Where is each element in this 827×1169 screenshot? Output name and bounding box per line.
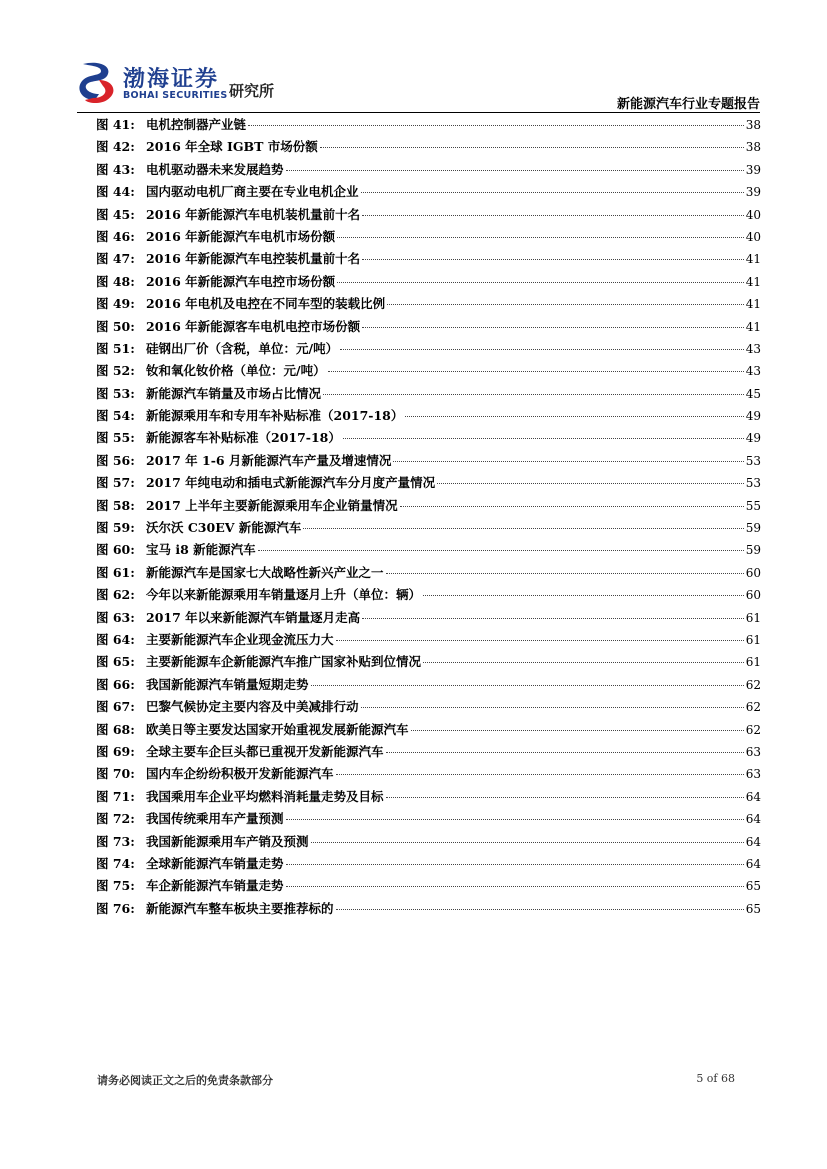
toc-entry-label: 图 41: bbox=[96, 117, 135, 132]
toc-entry-label: 图 47: bbox=[96, 251, 135, 267]
toc-entry-label: 图 62: bbox=[96, 587, 135, 603]
toc-dot-leader bbox=[400, 505, 744, 507]
toc-entry[interactable] bbox=[96, 584, 761, 606]
toc-entry[interactable] bbox=[96, 427, 761, 449]
toc-entry[interactable] bbox=[96, 271, 761, 293]
toc-entry[interactable] bbox=[96, 159, 761, 181]
toc-entry-page: 41 bbox=[745, 297, 761, 312]
toc-entry-title: 电机控制器产业链 bbox=[146, 117, 247, 132]
toc-entry-title: 巴黎气候协定主要内容及中美减排行动 bbox=[146, 699, 359, 715]
toc-entry-page: 43 bbox=[745, 341, 761, 356]
brand-name-en: BOHAI SECURITIES bbox=[123, 90, 228, 101]
toc-entry-page: 53 bbox=[745, 476, 761, 491]
toc-entry[interactable] bbox=[96, 114, 761, 136]
toc-entry-label: 图 73: bbox=[96, 833, 135, 849]
toc-entry-page: 65 bbox=[745, 879, 761, 894]
toc-entry-page: 64 bbox=[745, 834, 761, 849]
toc-entry-page: 49 bbox=[745, 431, 761, 446]
toc-entry[interactable] bbox=[96, 808, 761, 830]
toc-entry-page: 38 bbox=[745, 140, 761, 155]
toc-dot-leader bbox=[311, 841, 744, 843]
toc-entry-title: 2016 年新能源汽车电机装机量前十名 bbox=[146, 206, 361, 222]
toc-dot-leader bbox=[248, 124, 744, 126]
toc-dot-leader bbox=[286, 885, 744, 887]
toc-entry-title: 2017 年以来新能源汽车销量逐月走高 bbox=[146, 609, 361, 625]
toc-entry-label: 图 69: bbox=[96, 743, 135, 759]
toc-entry-title: 宝马 i8 新能源汽车 bbox=[146, 542, 256, 558]
disclaimer-note: 请务必阅读正文之后的免责条款部分 bbox=[97, 1074, 273, 1087]
toc-entry-page: 45 bbox=[745, 386, 761, 401]
toc-dot-leader bbox=[303, 527, 743, 529]
toc-entry-title: 我国新能源乘用车产销及预测 bbox=[146, 833, 309, 849]
toc-dot-leader bbox=[362, 326, 744, 328]
toc-dot-leader bbox=[343, 437, 744, 439]
toc-entry-label: 图 55: bbox=[96, 430, 135, 446]
toc-entry-title: 2016 年新能源汽车电控市场份额 bbox=[146, 273, 336, 289]
toc-entry-label: 图 74: bbox=[96, 855, 135, 871]
toc-entry-page: 63 bbox=[745, 744, 761, 759]
toc-entry-label: 图 46: bbox=[96, 228, 135, 244]
toc-entry-title: 新能源乘用车和专用车补贴标准（2017-18） bbox=[146, 408, 404, 424]
toc-entry-title: 电机驱动器未来发展趋势 bbox=[146, 161, 284, 177]
toc-entry-label: 图 44: bbox=[96, 184, 135, 200]
toc-entry-label: 图 42: bbox=[96, 139, 135, 155]
toc-entry-title: 国内驱动电机厂商主要在专业电机企业 bbox=[146, 184, 359, 200]
toc-entry-label: 图 68: bbox=[96, 721, 135, 737]
toc-entry-label: 图 63: bbox=[96, 609, 135, 625]
toc-entry[interactable] bbox=[96, 786, 761, 808]
toc-entry-page: 39 bbox=[745, 185, 761, 200]
toc-entry[interactable] bbox=[96, 517, 761, 539]
toc-dot-leader bbox=[286, 169, 744, 171]
toc-entry-label: 图 70: bbox=[96, 766, 135, 782]
toc-entry-label: 图 53: bbox=[96, 385, 135, 401]
toc-entry-page: 41 bbox=[745, 319, 761, 334]
toc-dot-leader bbox=[337, 236, 744, 238]
toc-dot-leader bbox=[320, 146, 744, 148]
toc-entry-title: 全球新能源汽车销量走势 bbox=[146, 855, 284, 871]
toc-dot-leader bbox=[361, 191, 744, 193]
toc-entry-label: 图 45: bbox=[96, 206, 135, 222]
toc-entry-label: 图 64: bbox=[96, 631, 135, 647]
toc-dot-leader bbox=[423, 661, 744, 663]
toc-entry[interactable] bbox=[96, 136, 761, 158]
toc-entry-page: 59 bbox=[745, 543, 761, 558]
toc-entry[interactable] bbox=[96, 495, 761, 517]
toc-dot-leader bbox=[286, 818, 744, 820]
toc-entry-title: 我国乘用车企业平均燃料消耗量走势及目标 bbox=[146, 788, 384, 804]
toc-entry-label: 图 60: bbox=[96, 542, 135, 558]
toc-entry-label: 图 72: bbox=[96, 811, 135, 827]
toc-entry[interactable] bbox=[96, 181, 761, 203]
toc-entry-label: 图 57: bbox=[96, 475, 135, 491]
toc-entry[interactable] bbox=[96, 651, 761, 673]
toc-entry-title: 2016 年新能源汽车电机市场份额 bbox=[146, 228, 336, 244]
toc-entry-page: 41 bbox=[745, 252, 761, 267]
toc-entry[interactable] bbox=[96, 831, 761, 853]
toc-dot-leader bbox=[362, 617, 744, 619]
page-header bbox=[77, 60, 760, 112]
toc-entry[interactable] bbox=[96, 741, 761, 763]
toc-entry-page: 62 bbox=[745, 677, 761, 692]
toc-dot-leader bbox=[336, 639, 744, 641]
toc-entry-label: 图 54: bbox=[96, 408, 135, 424]
toc-entry[interactable] bbox=[96, 607, 761, 629]
toc-entry-label: 图 75: bbox=[96, 878, 135, 894]
toc-entry-title: 2017 年纯电动和插电式新能源汽车分月度产量情况 bbox=[146, 475, 436, 491]
toc-dot-leader bbox=[362, 258, 744, 260]
toc-entry[interactable] bbox=[96, 562, 761, 584]
toc-entry-label: 图 58: bbox=[96, 497, 135, 513]
figure-list bbox=[96, 114, 761, 920]
toc-entry-page: 61 bbox=[745, 632, 761, 647]
toc-entry[interactable] bbox=[96, 204, 761, 226]
toc-entry-page: 38 bbox=[745, 118, 761, 132]
toc-entry-label: 图 50: bbox=[96, 318, 135, 334]
toc-entry-page: 61 bbox=[745, 610, 761, 625]
toc-entry-title: 2016 年电机及电控在不同车型的装载比例 bbox=[146, 296, 386, 312]
toc-entry-label: 图 65: bbox=[96, 654, 135, 670]
toc-entry-page: 41 bbox=[745, 274, 761, 289]
toc-entry-title: 我国传统乘用车产量预测 bbox=[146, 811, 284, 827]
toc-entry[interactable] bbox=[96, 629, 761, 651]
header-divider bbox=[77, 112, 760, 113]
toc-entry[interactable] bbox=[96, 763, 761, 785]
toc-entry-title: 沃尔沃 C30EV 新能源汽车 bbox=[146, 520, 302, 536]
toc-entry-page: 49 bbox=[745, 409, 761, 424]
page-number: 5 of 68 bbox=[696, 1072, 735, 1085]
report-title: 新能源汽车行业专题报告 bbox=[616, 97, 760, 112]
toc-entry-title: 今年以来新能源乘用车销量逐月上升（单位：辆） bbox=[146, 587, 422, 603]
toc-entry-label: 图 67: bbox=[96, 699, 135, 715]
toc-entry[interactable] bbox=[96, 248, 761, 270]
toc-entry-page: 63 bbox=[745, 767, 761, 782]
toc-entry-page: 62 bbox=[745, 700, 761, 715]
toc-entry[interactable] bbox=[96, 853, 761, 875]
toc-entry-label: 图 56: bbox=[96, 452, 135, 468]
toc-entry-title: 我国新能源汽车销量短期走势 bbox=[146, 676, 309, 692]
toc-entry-title: 硅钢出厂价（含税，单位：元/吨） bbox=[146, 340, 339, 356]
toc-dot-leader bbox=[311, 684, 744, 686]
toc-entry[interactable] bbox=[96, 293, 761, 315]
toc-entry[interactable] bbox=[96, 338, 761, 360]
toc-entry-title: 车企新能源汽车销量走势 bbox=[146, 878, 284, 894]
toc-entry[interactable] bbox=[96, 316, 761, 338]
toc-entry[interactable] bbox=[96, 875, 761, 897]
toc-entry-title: 主要新能源车企新能源汽车推广国家补贴到位情况 bbox=[146, 654, 422, 670]
toc-entry-page: 39 bbox=[745, 162, 761, 177]
toc-entry-label: 图 66: bbox=[96, 676, 135, 692]
toc-entry-label: 图 61: bbox=[96, 564, 135, 580]
toc-entry-title: 钕和氧化钕价格（单位：元/吨） bbox=[146, 363, 326, 379]
toc-entry-title: 2016 年新能源客车电机电控市场份额 bbox=[146, 318, 361, 334]
toc-entry-label: 图 51: bbox=[96, 340, 135, 356]
toc-entry-page: 65 bbox=[745, 901, 761, 916]
toc-entry-label: 图 52: bbox=[96, 363, 135, 379]
toc-entry-page: 60 bbox=[745, 565, 761, 580]
toc-entry[interactable] bbox=[96, 405, 761, 427]
toc-entry-title: 主要新能源汽车企业现金流压力大 bbox=[146, 631, 334, 647]
brand-name-cn: 渤海证券 bbox=[123, 67, 220, 92]
toc-entry-page: 40 bbox=[745, 229, 761, 244]
toc-dot-leader bbox=[328, 370, 744, 372]
toc-entry-page: 62 bbox=[745, 722, 761, 737]
toc-entry-title: 2016 年全球 IGBT 市场份额 bbox=[146, 139, 318, 155]
toc-entry-title: 新能源汽车销量及市场占比情况 bbox=[146, 385, 322, 401]
toc-dot-leader bbox=[362, 214, 744, 216]
toc-entry-label: 图 76: bbox=[96, 900, 135, 916]
toc-dot-leader bbox=[411, 729, 744, 731]
toc-dot-leader bbox=[387, 303, 744, 305]
toc-dot-leader bbox=[386, 572, 744, 574]
toc-entry-label: 图 49: bbox=[96, 296, 135, 312]
toc-entry-page: 55 bbox=[745, 498, 761, 513]
toc-dot-leader bbox=[336, 908, 744, 910]
toc-entry-page: 40 bbox=[745, 207, 761, 222]
toc-entry-page: 53 bbox=[745, 453, 761, 468]
toc-dot-leader bbox=[361, 706, 744, 708]
toc-entry-label: 图 43: bbox=[96, 161, 135, 177]
toc-entry-title: 2016 年新能源汽车电控装机量前十名 bbox=[146, 251, 361, 267]
toc-dot-leader bbox=[286, 863, 744, 865]
toc-entry-page: 59 bbox=[745, 521, 761, 536]
toc-dot-leader bbox=[386, 751, 744, 753]
toc-entry[interactable] bbox=[96, 539, 761, 561]
toc-dot-leader bbox=[405, 415, 743, 417]
toc-entry-page: 61 bbox=[745, 655, 761, 670]
toc-entry[interactable] bbox=[96, 696, 761, 718]
toc-entry-page: 64 bbox=[745, 812, 761, 827]
toc-entry[interactable] bbox=[96, 898, 761, 920]
institute-label: 研究所 bbox=[229, 82, 275, 100]
toc-entry-label: 图 71: bbox=[96, 788, 135, 804]
toc-entry-page: 64 bbox=[745, 789, 761, 804]
toc-entry[interactable] bbox=[96, 383, 761, 405]
toc-dot-leader bbox=[386, 796, 744, 798]
toc-entry-title: 新能源汽车整车板块主要推荐标的 bbox=[146, 900, 334, 916]
toc-entry-page: 60 bbox=[745, 588, 761, 603]
toc-entry[interactable] bbox=[96, 226, 761, 248]
toc-entry[interactable] bbox=[96, 674, 761, 696]
toc-dot-leader bbox=[258, 549, 744, 551]
toc-entry-title: 国内车企纷纷积极开发新能源汽车 bbox=[146, 766, 334, 782]
toc-entry-title: 欧美日等主要发达国家开始重视发展新能源汽车 bbox=[146, 721, 409, 737]
toc-dot-leader bbox=[323, 393, 744, 395]
toc-entry[interactable] bbox=[96, 450, 761, 472]
toc-dot-leader bbox=[336, 773, 744, 775]
toc-entry-title: 2017 上半年主要新能源乘用车企业销量情况 bbox=[146, 497, 398, 513]
toc-entry-title: 新能源客车补贴标准（2017-18） bbox=[146, 430, 341, 446]
toc-entry-title: 新能源汽车是国家七大战略性新兴产业之一 bbox=[146, 564, 384, 580]
toc-dot-leader bbox=[423, 594, 744, 596]
toc-entry-page: 43 bbox=[745, 364, 761, 379]
toc-entry-title: 全球主要车企巨头都已重视开发新能源汽车 bbox=[146, 743, 384, 759]
toc-entry[interactable] bbox=[96, 719, 761, 741]
toc-entry-page: 64 bbox=[745, 856, 761, 871]
toc-dot-leader bbox=[393, 460, 743, 462]
toc-entry-label: 图 48: bbox=[96, 273, 135, 289]
toc-entry[interactable] bbox=[96, 472, 761, 494]
toc-entry-title: 2017 年 1-6 月新能源汽车产量及增速情况 bbox=[146, 452, 392, 468]
toc-entry-label: 图 59: bbox=[96, 520, 135, 536]
toc-dot-leader bbox=[337, 281, 744, 283]
toc-entry[interactable] bbox=[96, 360, 761, 382]
toc-dot-leader bbox=[437, 482, 744, 484]
toc-dot-leader bbox=[340, 348, 744, 350]
bohai-logo-icon bbox=[77, 60, 117, 104]
